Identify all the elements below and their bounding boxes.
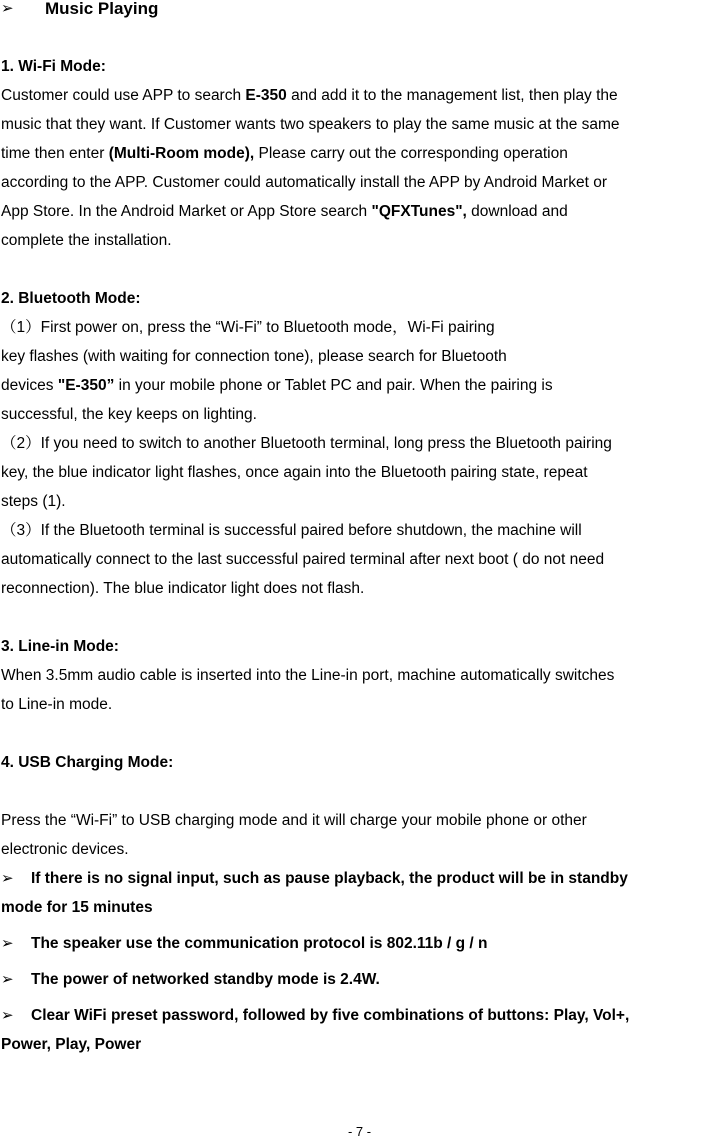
multi-room-bold: (Multi-Room mode), (108, 145, 255, 162)
model-name-bold: E-350 (245, 87, 287, 104)
usb-charging-title: 4. USB Charging Mode: (1, 754, 174, 771)
text-run: download and (466, 203, 568, 220)
arrow-bullet-icon: ➢ (1, 0, 14, 17)
paragraph-line: music that they want. If Customer wants two speakers to play the same music at the same (1, 116, 620, 133)
paragraph-line: complete the installation. (1, 232, 172, 249)
note-text: The power of networked standby mode is 2.4W. (31, 971, 380, 988)
text-run: in your mobile phone or Tablet PC and pair. When the pairing is (114, 377, 553, 394)
document-page (1, 0, 718, 1059)
wifi-mode-section (1, 52, 718, 255)
paragraph-line: （3）If the Bluetooth terminal is successful paired before shutdown, the machine will (1, 522, 582, 539)
text-run: time then enter (1, 145, 109, 162)
app-name-bold: "QFXTunes", (371, 203, 467, 220)
paragraph-line: successful, the key keeps on lighting. (1, 406, 257, 423)
paragraph-line: reconnection). The blue indicator light does not flash. (1, 580, 365, 597)
bluetooth-mode-section (1, 284, 718, 603)
note-protocol (1, 929, 718, 958)
note-clear-wifi-continued: Power, Play, Power (1, 1036, 142, 1053)
line-in-mode-title: 3. Line-in Mode: (1, 638, 119, 655)
note-standby-continued: mode for 15 minutes (1, 899, 153, 916)
paragraph-line: electronic devices. (1, 841, 129, 858)
text-run: Customer could use APP to search (1, 87, 246, 104)
note-power (1, 965, 718, 994)
wifi-mode-title: 1. Wi-Fi Mode: (1, 58, 106, 75)
notes-section (1, 864, 718, 1059)
paragraph-line: （1）First power on, press the “Wi-Fi” to Bluetooth mode，Wi-Fi pairing (1, 319, 495, 336)
paragraph-line: automatically connect to the last successful paired terminal after next boot ( do not need (1, 551, 605, 568)
bluetooth-mode-title: 2. Bluetooth Mode: (1, 290, 141, 307)
paragraph-line: to Line-in mode. (1, 696, 113, 713)
text-run: App Store. In the Android Market or App Store search (1, 203, 372, 220)
paragraph-line: When 3.5mm audio cable is inserted into the Line-in port, machine automatically switches (1, 667, 615, 684)
text-run: and add it to the management list, then play the (286, 87, 618, 104)
paragraph-line: steps (1). (1, 493, 66, 510)
model-name-bold: "E-350” (57, 377, 115, 394)
paragraph-line (1, 197, 718, 226)
paragraph-line: key, the blue indicator light flashes, once again into the Bluetooth pairing state, repeat (1, 464, 588, 481)
main-heading (1, 0, 718, 23)
paragraph-line: Press the “Wi-Fi” to USB charging mode and it will charge your mobile phone or other (1, 812, 587, 829)
text-run: Please carry out the corresponding operation (254, 145, 568, 162)
arrow-bullet-icon: ➢ (1, 935, 14, 952)
paragraph-line: according to the APP. Customer could automatically install the APP by Android Market or (1, 174, 607, 191)
paragraph-line (1, 371, 718, 400)
note-text: The speaker use the communication protocol is 802.11b / g / n (31, 935, 488, 952)
note-standby (1, 864, 718, 893)
arrow-bullet-icon: ➢ (1, 870, 14, 887)
line-in-mode-section (1, 632, 718, 719)
paragraph-line (1, 81, 718, 110)
text-run: devices (1, 377, 58, 394)
arrow-bullet-icon: ➢ (1, 971, 14, 988)
paragraph-line: key flashes (with waiting for connection tone), please search for Bluetooth (1, 348, 507, 365)
paragraph-line (1, 139, 718, 168)
main-heading-text: Music Playing (45, 0, 159, 18)
note-text: Clear WiFi preset password, followed by five combinations of buttons: Play, Vol+, (31, 1007, 630, 1024)
page-number: - 7 - (347, 1124, 372, 1139)
arrow-bullet-icon: ➢ (1, 1007, 14, 1024)
paragraph-line: （2）If you need to switch to another Bluetooth terminal, long press the Bluetooth pairing (1, 435, 612, 452)
note-text: If there is no signal input, such as pause playback, the product will be in standby (31, 870, 628, 887)
usb-charging-section (1, 748, 718, 864)
note-clear-wifi (1, 1001, 718, 1030)
